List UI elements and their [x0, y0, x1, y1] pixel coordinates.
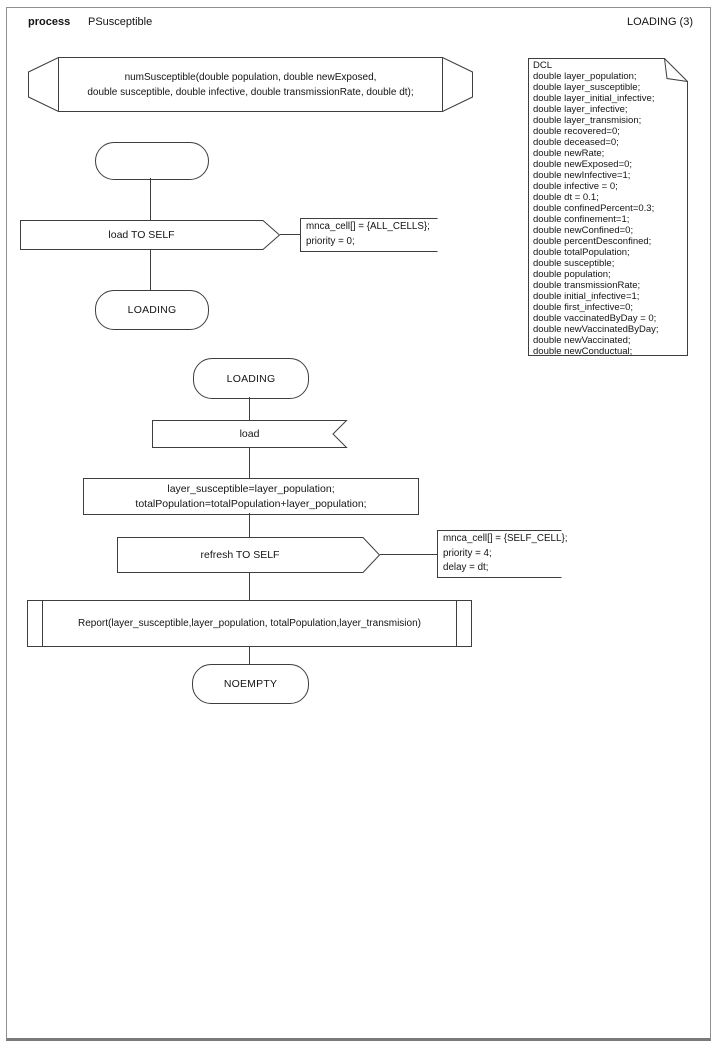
procedure-call-symbol-report[interactable]: [27, 600, 472, 647]
dcl-line: double deceased=0;: [533, 137, 619, 148]
dcl-line: double susceptible;: [533, 258, 615, 269]
comment-load-line2: priority = 0;: [306, 235, 355, 247]
comment-refresh-line2: priority = 4;: [443, 547, 492, 559]
flow-connector: [249, 448, 250, 478]
dcl-line: double newVaccinated;: [533, 335, 631, 346]
dcl-line: double newRate;: [533, 148, 605, 159]
dcl-text-symbol[interactable]: [528, 58, 688, 356]
dcl-line: double layer_initial_infective;: [533, 93, 655, 104]
task-line2: totalPopulation=totalPopulation+layer_population;: [135, 497, 367, 510]
state-symbol-loading-2[interactable]: [193, 358, 309, 399]
dcl-line: double newInfective=1;: [533, 170, 631, 181]
flow-connector: [150, 250, 151, 290]
state-symbol-loading-1[interactable]: [95, 290, 209, 330]
task-symbol-assignments[interactable]: [83, 478, 419, 515]
input-symbol-load[interactable]: [152, 420, 347, 448]
dcl-line: double newExposed=0;: [533, 159, 633, 170]
dcl-line: double dt = 0.1;: [533, 192, 599, 203]
procedure-declaration-text-line1: numSusceptible(double population, double newExposed,: [124, 71, 377, 83]
dcl-line: double layer_transmision;: [533, 115, 642, 126]
flow-connector: [249, 397, 250, 420]
comment-connector: [280, 234, 300, 235]
start-state-symbol[interactable]: [95, 142, 209, 180]
dcl-line: double totalPopulation;: [533, 247, 630, 258]
page-state-indicator: LOADING (3): [626, 16, 693, 28]
dcl-line: double layer_susceptible;: [533, 82, 641, 93]
output-load-label: load TO SELF: [108, 229, 175, 241]
comment-symbol-refresh[interactable]: [437, 530, 568, 578]
dcl-line: double confinement=1;: [533, 214, 630, 225]
flow-connector: [249, 513, 250, 537]
task-line1: layer_susceptible=layer_population;: [167, 482, 335, 495]
flow-connector: [150, 178, 151, 220]
comment-refresh-line1: mnca_cell[] = {SELF_CELL};: [443, 533, 568, 544]
input-load-label: load: [239, 428, 260, 440]
flow-connector: [249, 647, 250, 664]
comment-refresh-line3: delay = dt;: [443, 562, 489, 574]
procedure-declaration-symbol[interactable]: [28, 57, 473, 112]
state-loading-1-label: LOADING: [127, 304, 177, 316]
state-symbol-noempty[interactable]: [192, 664, 309, 704]
dcl-line: double population;: [533, 269, 611, 280]
process-keyword: process: [28, 16, 71, 28]
state-loading-2-label: LOADING: [226, 372, 276, 385]
dcl-line: double newVaccinatedByDay;: [533, 324, 659, 335]
dcl-line: double percentDesconfined;: [533, 236, 652, 247]
dcl-line: double vaccinatedByDay = 0;: [533, 313, 657, 324]
comment-load-line1: mnca_cell[] = {ALL_CELLS};: [306, 221, 430, 232]
dcl-line: double recovered=0;: [533, 126, 620, 137]
procedure-declaration-text-line2: double susceptible, double infective, double transmissionRate, double dt);: [87, 86, 414, 98]
dcl-line: double newConductual;: [533, 346, 633, 357]
dcl-line: double infective = 0;: [533, 181, 618, 192]
output-symbol-load-to-self[interactable]: [20, 220, 280, 250]
dcl-line: double confinedPercent=0.3;: [533, 203, 655, 214]
dcl-line: double layer_infective;: [533, 104, 628, 115]
flow-connector: [249, 573, 250, 600]
dcl-line: double layer_population;: [533, 71, 637, 82]
dcl-line: double newConfined=0;: [533, 225, 634, 236]
comment-symbol-load[interactable]: [300, 218, 438, 252]
dcl-line: double first_infective=0;: [533, 302, 634, 313]
dcl-line: double initial_infective=1;: [533, 291, 640, 302]
procedure-call-label: Report(layer_susceptible,layer_population, totalPopulation,layer_transmision): [78, 617, 421, 629]
dcl-line: double transmissionRate;: [533, 280, 641, 291]
dcl-title: DCL: [533, 60, 553, 71]
output-refresh-label: refresh TO SELF: [200, 549, 280, 561]
output-symbol-refresh-to-self[interactable]: [117, 537, 380, 573]
process-name: PSusceptible: [88, 16, 153, 28]
comment-connector: [380, 554, 437, 555]
state-noempty-label: NOEMPTY: [223, 678, 278, 690]
